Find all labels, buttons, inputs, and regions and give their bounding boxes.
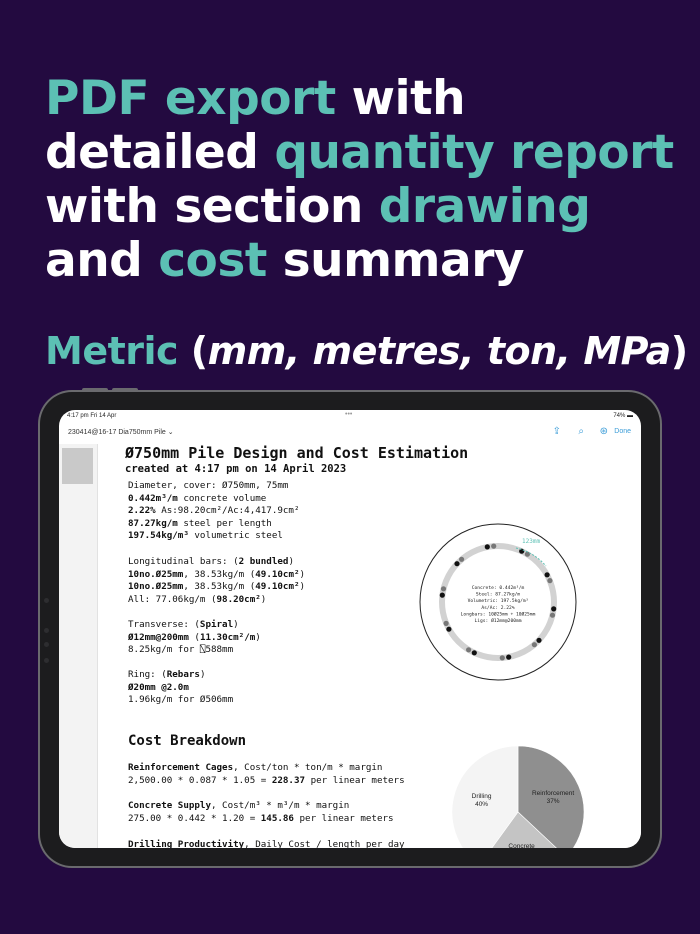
bar-text: ) bbox=[299, 581, 306, 593]
pdf-page bbox=[97, 444, 641, 851]
heading-text: Transverse: ( bbox=[128, 619, 200, 630]
document-title: Ø750mm Pile Design and Cost Estimation bbox=[125, 444, 469, 462]
bar-spec: Ø20mm @2.0m bbox=[128, 681, 189, 693]
prop-line bbox=[128, 518, 300, 531]
section-heading bbox=[128, 619, 261, 632]
heading-value: Spiral bbox=[199, 619, 234, 630]
bar-spec: 10no.Ø25mm bbox=[128, 581, 184, 593]
headline-accent: cost bbox=[158, 233, 267, 288]
pie-slice-label: Drilling bbox=[471, 793, 492, 801]
pile-section-drawing bbox=[418, 522, 578, 682]
heading-value: Rebars bbox=[166, 669, 200, 680]
rebar-dot bbox=[459, 557, 464, 562]
bar-spec: Ø12mm@200mm bbox=[128, 631, 189, 643]
heading-text: Ring: ( bbox=[128, 669, 167, 680]
prop-value: 2.22% bbox=[128, 505, 156, 517]
bar-line: 1.96kg/m for Ø506mm bbox=[128, 694, 234, 706]
cost-item: Concrete Supply bbox=[128, 800, 211, 811]
section-heading bbox=[128, 556, 305, 569]
cost-value: 228.37 bbox=[271, 774, 306, 786]
rebar-dot bbox=[485, 544, 490, 549]
pie-slice-percent: 40% bbox=[475, 801, 489, 809]
bar-text: ) bbox=[260, 593, 267, 605]
bar-text: All: 77.06kg/m ( bbox=[128, 593, 217, 605]
rebar-dot bbox=[446, 627, 451, 632]
headline bbox=[45, 72, 674, 288]
cost-calc bbox=[128, 775, 405, 788]
rebar-dot bbox=[506, 655, 511, 660]
cost-formula bbox=[128, 800, 394, 813]
cost-text: , Cost/m³ * m³/m * margin bbox=[210, 800, 350, 811]
rebar-dot bbox=[545, 572, 550, 577]
ring-bars bbox=[128, 669, 233, 707]
bar-spec: 10no.Ø25mm bbox=[128, 568, 184, 580]
headline-accent: PDF export bbox=[45, 71, 336, 126]
longitudinal-bars bbox=[128, 556, 305, 606]
heading-text: ) bbox=[288, 556, 294, 567]
rebar-dot bbox=[550, 613, 555, 618]
prop-text: concrete volume bbox=[177, 492, 267, 504]
cost-formula bbox=[128, 839, 405, 848]
cover-dimension-label: 123mm bbox=[522, 538, 541, 545]
bar-text: ( bbox=[188, 631, 200, 643]
subline-units: mm, metres, ton, MPa bbox=[207, 329, 671, 373]
cost-item: Reinforcement Cages bbox=[128, 762, 234, 773]
multitask-dots[interactable]: ••• bbox=[345, 411, 353, 418]
cost-pie-chart bbox=[448, 742, 588, 851]
section-summary-line: As/Ac: 2.22% bbox=[481, 605, 515, 611]
cost-value: 145.86 bbox=[260, 812, 294, 824]
bezel-dot bbox=[44, 658, 49, 663]
rebar-dot bbox=[500, 655, 505, 660]
cost-text: , Cost/ton * ton/m * margin bbox=[233, 762, 383, 773]
headline-text: with section bbox=[45, 179, 379, 234]
document-name[interactable]: 230414@16-17 Dia750mm Pile ⌄ bbox=[68, 429, 174, 436]
rebar-dot bbox=[551, 606, 556, 611]
heading-text: Longitudinal bars: ( bbox=[128, 556, 239, 567]
headline-text: and bbox=[45, 233, 159, 288]
section-summary-line: Concrete: 0.442m³/m bbox=[471, 586, 525, 591]
thumbnail-sidebar bbox=[59, 444, 98, 848]
transverse-bars bbox=[128, 619, 261, 657]
headline-accent: quantity report bbox=[274, 125, 674, 180]
markup-icon[interactable]: ⊛ bbox=[599, 426, 608, 437]
prop-line bbox=[128, 505, 300, 518]
headline-text: summary bbox=[266, 233, 525, 288]
rebar-dot bbox=[491, 544, 496, 549]
bar-line bbox=[128, 581, 305, 594]
bar-area: 98.20cm² bbox=[216, 593, 261, 605]
cost-text: per linear meters bbox=[305, 774, 405, 786]
rebar-dot bbox=[441, 586, 446, 591]
bar-area: 11.30cm²/m bbox=[199, 631, 256, 643]
pie-slices bbox=[452, 746, 584, 851]
rebar-dot bbox=[532, 642, 537, 647]
cost-drilling bbox=[128, 839, 405, 848]
status-time: 4:17 pm Fri 14 Apr bbox=[67, 413, 117, 419]
pie-slice-label: Reinforcement bbox=[531, 789, 575, 797]
cost-calc bbox=[128, 813, 394, 826]
bar-line bbox=[128, 569, 305, 582]
share-icon[interactable]: ⇪ bbox=[552, 426, 561, 437]
prop-line bbox=[128, 530, 300, 543]
ipad-screen bbox=[59, 410, 641, 851]
bar-line bbox=[128, 632, 261, 645]
cost-concrete bbox=[128, 800, 394, 825]
search-icon[interactable]: ⌕ bbox=[578, 426, 584, 437]
cost-formula bbox=[128, 762, 405, 775]
headline-line-1 bbox=[45, 72, 674, 126]
cost-breakdown-heading: Cost Breakdown bbox=[128, 733, 247, 749]
headline-line-4 bbox=[45, 234, 674, 288]
rebar-dot bbox=[454, 561, 459, 566]
subline-text: ) bbox=[670, 329, 688, 373]
cost-item: Drilling Productivity bbox=[128, 839, 245, 848]
bezel-dot bbox=[44, 642, 49, 647]
rebar-dot bbox=[466, 647, 471, 652]
section-heading bbox=[128, 669, 233, 682]
document-subtitle: created at 4:17 pm on 14 April 2023 bbox=[125, 463, 347, 475]
heading-value: 2 bundled bbox=[238, 556, 289, 567]
headline-accent: drawing bbox=[378, 179, 591, 234]
bar-area: 49.10cm² bbox=[255, 581, 300, 593]
battery-indicator: 74% ▬ bbox=[613, 413, 633, 419]
prop-value: 197.54kg/m³ bbox=[128, 530, 189, 542]
cost-text: 275.00 * 0.442 * 1.20 = bbox=[128, 812, 261, 824]
section-summary-line: Steel: 87.27kg/m bbox=[475, 592, 521, 598]
cost-reinforcement bbox=[128, 762, 405, 787]
cost-text: 2,500.00 * 0.087 * 1.05 = bbox=[128, 774, 272, 786]
done-button[interactable]: Done bbox=[614, 428, 631, 435]
prop-text: As:98.20cm²/Ac:4,417.9cm² bbox=[155, 505, 300, 517]
section-summary-line: Longbars: 10Ø25mm + 10Ø25mm bbox=[460, 612, 536, 618]
bar-line: 8.25kg/m for ⍂588mm bbox=[128, 644, 234, 656]
page-thumbnail[interactable] bbox=[62, 448, 93, 484]
units-subline bbox=[45, 328, 688, 374]
prop-value: 0.442m³/m bbox=[128, 492, 178, 504]
rebar-dot bbox=[440, 593, 445, 598]
bar-text: ) bbox=[299, 568, 306, 580]
cost-text: per linear meters bbox=[293, 812, 394, 824]
camera-dot bbox=[44, 628, 49, 633]
pile-properties bbox=[128, 480, 300, 543]
rebar-dot bbox=[472, 650, 477, 655]
pie-slice-percent: 37% bbox=[546, 797, 560, 805]
section-summary-line: Ligs: Ø12mm@200mm bbox=[474, 619, 522, 624]
bar-text: ) bbox=[255, 631, 261, 643]
headline-line-2 bbox=[45, 126, 674, 180]
prop-value: 87.27kg/m bbox=[128, 517, 178, 529]
bar-area: 49.10cm² bbox=[255, 568, 300, 580]
rebar-dot bbox=[536, 638, 541, 643]
prop-text: volumetric steel bbox=[188, 530, 283, 542]
prop-text: steel per length bbox=[177, 517, 272, 529]
subline-text: ( bbox=[178, 329, 208, 373]
rebar-dot bbox=[547, 578, 552, 583]
prop-line: Diameter, cover: Ø750mm, 75mm bbox=[128, 480, 289, 491]
bezel-dot bbox=[44, 598, 49, 603]
bar-line bbox=[128, 682, 233, 695]
bar-total bbox=[128, 594, 305, 607]
status-bar bbox=[59, 410, 641, 422]
pie-slice-label: Concrete bbox=[508, 843, 535, 851]
bar-text: , 38.53kg/m ( bbox=[183, 581, 256, 593]
rebar-dot bbox=[444, 621, 449, 626]
bar-text: , 38.53kg/m ( bbox=[183, 568, 256, 580]
section-summary-line: Volumetric: 197.5kg/m³ bbox=[467, 599, 529, 605]
prop-line bbox=[128, 493, 300, 506]
viewer-toolbar bbox=[59, 422, 641, 445]
cost-text: , Daily Cost / length per day bbox=[244, 839, 405, 848]
heading-text: ) bbox=[199, 669, 206, 680]
heading-text: ) bbox=[233, 619, 239, 630]
subline-accent: Metric bbox=[45, 329, 179, 373]
headline-text: with bbox=[335, 71, 466, 126]
headline-text: detailed bbox=[45, 125, 275, 180]
headline-line-3 bbox=[45, 180, 674, 234]
